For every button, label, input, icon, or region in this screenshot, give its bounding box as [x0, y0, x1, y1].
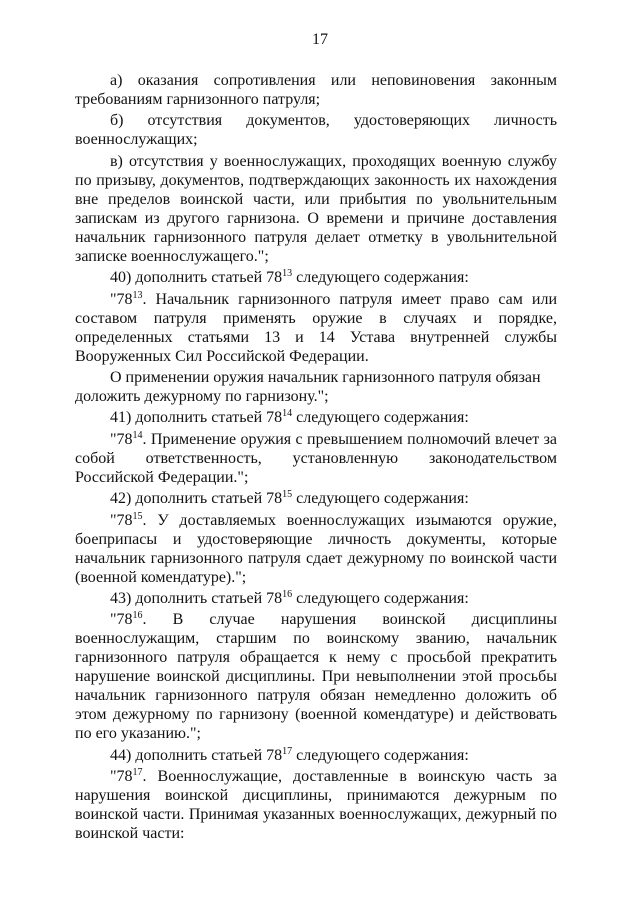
article-78-16-text: "$78^{16}$. В случае нарушения воинской дисциплины военнослужащим, старшим по воинскому званию, начальник гарнизонного патруля обращается к нему с просьбой прекратить нарушение воинской дисциплины. При невыполнении этой просьбы начальник гарнизонного патруля обязан немедленно доложить об этом дежурному по гарнизону (военной комендатуре) и действовать по его указанию.";: [75, 610, 557, 743]
document-body: [75, 71, 557, 845]
article-78-14-text: "$78^{14}$. Применение оружия с превышением полномочий влечет за собой ответственность, установленную законодательством Российской Федерации.";: [75, 429, 557, 486]
article-superscript: 14: [282, 408, 293, 420]
article-superscript: 16: [132, 610, 143, 622]
paragraph-item-a: а) оказания сопротивления или неповиновения законным требованиям гарнизонного патруля;: [75, 72, 557, 108]
article-superscript: 13: [132, 289, 143, 301]
amendment-43: 43) дополнить статьей $78^{16}$ следующего содержания:: [110, 588, 469, 607]
page-number: 17: [312, 31, 328, 48]
article-superscript: 13: [282, 268, 293, 280]
article-superscript: 15: [132, 510, 143, 522]
paragraph-item-b: б) отсутствия документов, удостоверяющих личность военнослужащих;: [75, 112, 557, 149]
article-78-15-text: "$78^{15}$. У доставляемых военнослужащих изымаются оружие, боеприпасы и удостоверяющие личность документы, которые начальник гарнизонного патруля сдает дежурному по воинской части (военной комендатуре).";: [75, 510, 557, 586]
article-superscript: 16: [282, 588, 293, 600]
article-78-13-continuation: О применении оружия начальник гарнизонного патруля обязан доложить дежурному по гарнизону.";: [75, 368, 541, 405]
amendment-42: 42) дополнить статьей $78^{15}$ следующего содержания:: [110, 489, 469, 508]
article-superscript: 17: [282, 745, 293, 757]
amendment-40: 40) дополнить статьей $78^{13}$ следующего содержания:: [110, 268, 469, 287]
article-superscript: 17: [132, 767, 143, 779]
article-superscript: 14: [132, 429, 143, 441]
article-superscript: 15: [282, 489, 293, 501]
amendment-41: 41) дополнить статьей $78^{14}$ следующего содержания:: [110, 408, 469, 427]
article-78-17-text: "$78^{17}$. Военнослужащие, доставленные в воинскую часть за нарушения воинской дисциплины, принимаются дежурным по воинской части. Принимая указанных военнослужащих, дежурный по воинской части:: [75, 767, 557, 843]
amendment-44: 44) дополнить статьей $78^{17}$ следующего содержания:: [110, 745, 469, 764]
paragraph-item-v: в) отсутствия у военнослужащих, проходящих военную службу по призыву, документов, подтверждающих законность их нахождения вне пределов воинской части, или прибытия по увольнительным запискам из другого гарнизона. О времени и причине доставления начальник гарнизонного патруля делает отметку в увольнительной записке военнослужащего.";: [75, 152, 557, 265]
article-78-13-text: "$78^{13}$. Начальник гарнизонного патруля имеет право сам или составом патруля применять оружие в случаях и порядке, определенных статьями 13 и 14 Устава внутренней службы Вооруженных Сил Российской Федерации.: [75, 289, 557, 365]
